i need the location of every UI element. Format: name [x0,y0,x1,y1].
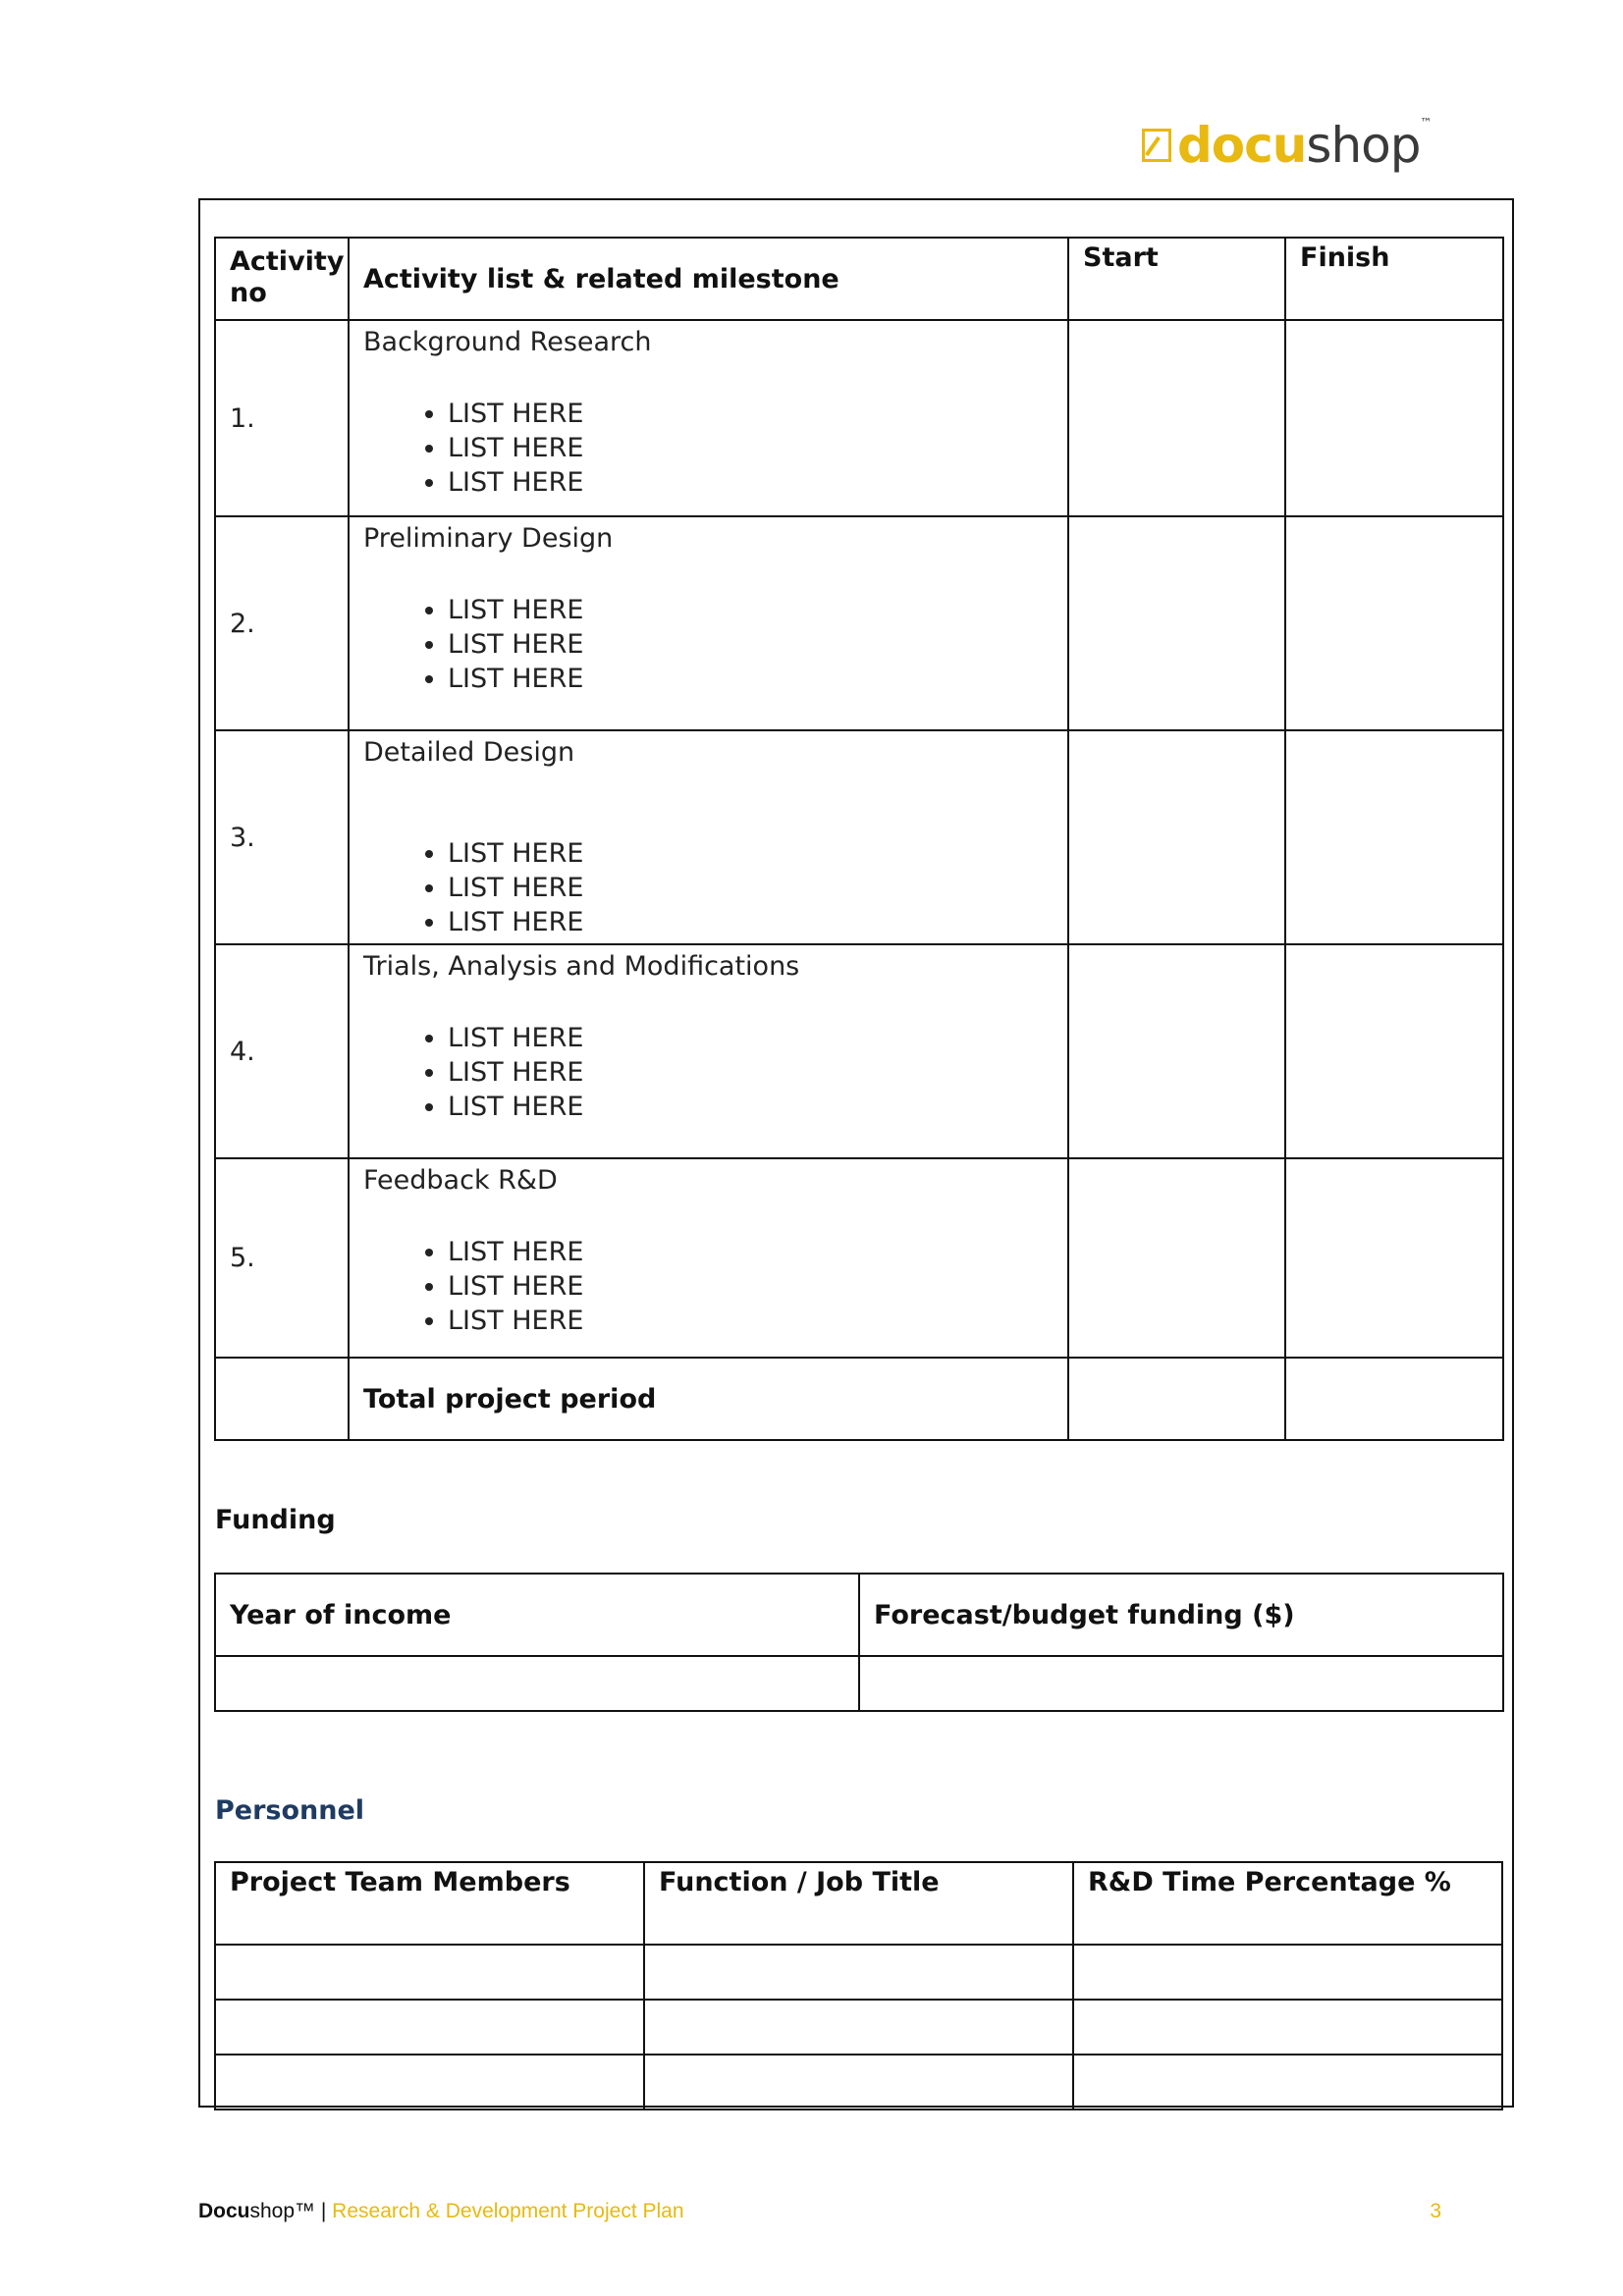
logo-wordmark: docushop™ [1177,116,1432,174]
header-team-members: Project Team Members [215,1862,644,1945]
milestone-item: • LIST HERE [448,627,1067,662]
docushop-logo [1142,116,1431,175]
milestone-item: • LIST HERE [448,1304,1067,1338]
funding-row [215,1656,1503,1711]
start-cell[interactable] [1068,730,1285,944]
footer-doc-title: Research & Development Project Plan [332,2200,684,2222]
activity-description [349,944,1068,1158]
personnel-cell[interactable] [215,2000,644,2055]
milestone-list [350,1021,1067,1124]
milestone-item: • LIST HERE [448,1055,1067,1090]
activity-row [215,944,1503,1158]
funding-cell-amount[interactable] [859,1656,1503,1711]
milestone-item: • LIST HERE [448,662,1067,696]
funding-heading: Funding [215,1505,336,1535]
personnel-cell[interactable] [644,2000,1073,2055]
page-number: 3 [1430,2200,1441,2222]
milestone-list [350,1235,1067,1338]
milestone-item: • LIST HERE [448,871,1067,905]
milestone-item: • LIST HERE [448,1235,1067,1269]
pencil-document-icon [1142,129,1171,162]
finish-cell[interactable] [1285,516,1503,730]
finish-cell[interactable] [1285,944,1503,1158]
milestone-item: • LIST HERE [448,1269,1067,1304]
funding-table [214,1573,1504,1712]
milestone-list [350,836,1067,939]
activity-row [215,1158,1503,1358]
personnel-cell[interactable] [1073,1945,1502,2000]
milestone-item: • LIST HERE [448,1090,1067,1124]
total-project-period-label: Total project period [349,1358,1068,1440]
header-job-title: Function / Job Title [644,1862,1073,1945]
activity-title: Trials, Analysis and Modifications [363,951,800,982]
start-cell[interactable] [1068,944,1285,1158]
footer-brand-bold: Docu [198,2200,250,2222]
funding-header-row [215,1574,1503,1656]
milestone-list [350,593,1067,696]
activity-row [215,320,1503,516]
personnel-heading: Personnel [215,1795,365,1826]
activity-number: 2. [215,516,349,730]
activity-description [349,516,1068,730]
activity-number: 1. [215,320,349,516]
activity-number: 4. [215,944,349,1158]
activity-title: Feedback R&D [363,1165,558,1196]
milestone-list [350,397,1067,500]
activity-number: 3. [215,730,349,944]
personnel-cell[interactable] [215,2055,644,2109]
personnel-table [214,1861,1503,2110]
milestone-item: • LIST HERE [448,431,1067,465]
milestone-item: • LIST HERE [448,397,1067,431]
activity-header-row [215,238,1503,320]
total-start-cell[interactable] [1068,1358,1285,1440]
finish-cell[interactable] [1285,1158,1503,1358]
footer-separator: | [315,2200,333,2222]
header-finish: Finish [1285,238,1503,320]
activity-title: Detailed Design [363,737,575,768]
personnel-cell[interactable] [1073,2055,1502,2109]
personnel-cell[interactable] [644,1945,1073,2000]
header-rd-time: R&D Time Percentage % [1073,1862,1502,1945]
activity-description [349,730,1068,944]
activity-description [349,1158,1068,1358]
personnel-row [215,1945,1502,2000]
header-activity-no: Activity no [215,238,349,320]
start-cell[interactable] [1068,1158,1285,1358]
total-number-cell [215,1358,349,1440]
page-footer [198,2200,1514,2223]
milestone-item: • LIST HERE [448,836,1067,871]
finish-cell[interactable] [1285,730,1503,944]
personnel-header-row [215,1862,1502,1945]
milestone-item: • LIST HERE [448,465,1067,500]
header-start: Start [1068,238,1285,320]
milestone-item: • LIST HERE [448,593,1067,627]
footer-brand-rest: shop™ [249,2200,316,2222]
milestone-item: • LIST HERE [448,1021,1067,1055]
header-activity-list: Activity list & related milestone [349,238,1068,320]
total-row [215,1358,1503,1440]
funding-cell-year[interactable] [215,1656,859,1711]
activity-row [215,516,1503,730]
header-year-of-income: Year of income [215,1574,859,1656]
activity-description [349,320,1068,516]
finish-cell[interactable] [1285,320,1503,516]
header-forecast-funding: Forecast/budget funding ($) [859,1574,1503,1656]
activity-table [214,237,1504,1441]
personnel-cell[interactable] [215,1945,644,2000]
start-cell[interactable] [1068,516,1285,730]
milestone-item: • LIST HERE [448,905,1067,939]
start-cell[interactable] [1068,320,1285,516]
activity-number: 5. [215,1158,349,1358]
total-finish-cell[interactable] [1285,1358,1503,1440]
personnel-row [215,2055,1502,2109]
activity-title: Preliminary Design [363,523,614,554]
personnel-cell[interactable] [644,2055,1073,2109]
activity-title: Background Research [363,327,652,357]
personnel-row [215,2000,1502,2055]
activity-row [215,730,1503,944]
personnel-cell[interactable] [1073,2000,1502,2055]
